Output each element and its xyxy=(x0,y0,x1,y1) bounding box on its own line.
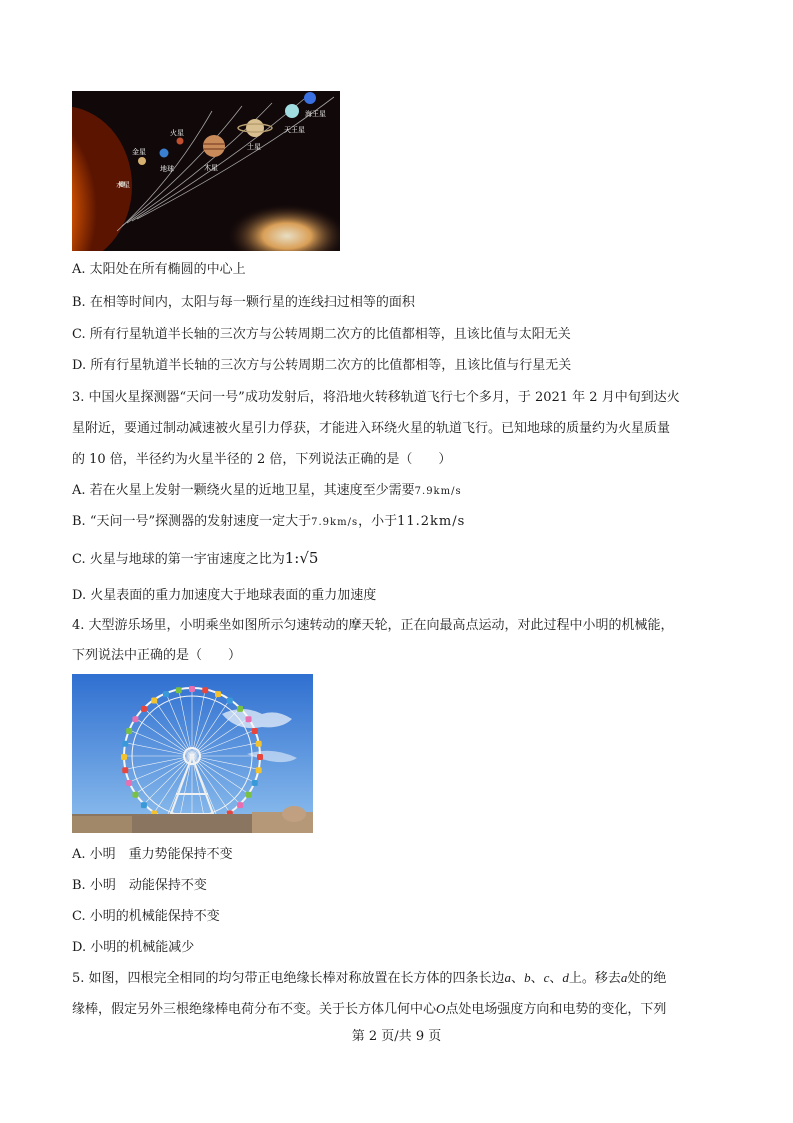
q3-stem-line-3: 的 10 倍，半径约为火星半径的 2 倍，下列说法正确的是（ ） xyxy=(72,452,452,467)
q5-edge-c: c xyxy=(543,970,550,985)
q5-line-2 xyxy=(72,1000,666,1019)
q3-stem-line-1: 3. 中国火星探测器“天问一号”成功发射后，将沿地火转移轨道飞行七个多月，于 2021 年 2 月中旬到达火 xyxy=(72,390,680,405)
q5-line-1 xyxy=(72,969,666,988)
q3-option-b-pre: B. “天问一号”探测器的发射速度一定大于 xyxy=(72,514,312,529)
wheel-cabin xyxy=(126,728,132,734)
solar-system-figure xyxy=(72,91,340,251)
ferris-wheel-figure xyxy=(72,674,313,833)
wheel-cabin xyxy=(163,691,169,697)
label-uranus: 天王星 xyxy=(284,126,305,134)
wheel-cabin xyxy=(122,767,128,773)
q3-option-b xyxy=(72,513,465,532)
wheel-cabin xyxy=(141,706,147,712)
wheel-cabin xyxy=(132,716,138,722)
q3-option-a xyxy=(72,482,462,501)
label-neptune: 海王星 xyxy=(305,110,326,118)
wheel-cabin xyxy=(176,687,182,693)
q5-sep-2: 、 xyxy=(530,971,544,986)
label-mercury: 水星 xyxy=(116,181,130,189)
q2-option-b: B. 在相等时间内，太阳与每一颗行星的连线扫过相等的面积 xyxy=(72,295,415,310)
q3-option-b-mid: ，小于 xyxy=(358,514,398,529)
wheel-cabin xyxy=(256,767,262,773)
q5-edge-a: a xyxy=(504,970,512,985)
q3-option-c xyxy=(72,549,318,569)
q5-sep-3: 、 xyxy=(549,971,563,986)
q3-option-c-ratio: 1:√5 xyxy=(284,549,319,567)
q5-line1-b: 上。移去 xyxy=(568,971,621,986)
wheel-cabin xyxy=(132,792,138,798)
ferris-wheel-image xyxy=(72,674,313,833)
q5-line2-b: 点处电场强度方向和电势的变化，下列 xyxy=(445,1002,667,1017)
wheel-cabin xyxy=(252,728,258,734)
wheel-cabin xyxy=(237,802,243,808)
wheel-cabin xyxy=(246,792,252,798)
q3-option-a-text: A. 若在火星上发射一颗绕火星的近地卫星，其速度至少需要 xyxy=(72,483,415,498)
q3-option-a-value: 7.9km/s xyxy=(414,486,462,497)
wheel-cabin xyxy=(122,741,128,747)
solar-system-image xyxy=(72,91,340,251)
q4-stem-line-1: 4. 大型游乐场里，小明乘坐如图所示匀速转动的摩天轮，正在向最高点运动，对此过程中小明的机械能， xyxy=(72,618,674,633)
q3-option-c-text: C. 火星与地球的第一宇宙速度之比为 xyxy=(72,552,285,567)
wheel-cabin xyxy=(126,780,132,786)
q5-line1-c: 处的绝 xyxy=(627,971,667,986)
q4-option-b: B. 小明 动能保持不变 xyxy=(72,878,207,893)
q4-option-a: A. 小明 重力势能保持不变 xyxy=(72,847,233,862)
wheel-cabin xyxy=(237,706,243,712)
label-mars: 火星 xyxy=(170,129,184,137)
wheel-cabin xyxy=(202,687,208,693)
wheel-cabin xyxy=(141,802,147,808)
q2-option-d: D. 所有行星轨道半长轴的三次方与公转周期二次方的比值都相等，且该比值与行星无关 xyxy=(72,358,572,373)
wheel-cabin xyxy=(257,754,263,760)
wheel-cabin xyxy=(121,754,127,760)
q5-edge-b: b xyxy=(524,970,531,985)
q4-option-c: C. 小明的机械能保持不变 xyxy=(72,909,220,924)
q5-line1-a: 5. 如图，四根完全相同的均匀带正电绝缘长棒对称放置在长方体的四条长边 xyxy=(72,971,505,986)
page-footer: 第 2 页/共 9 页 xyxy=(351,1029,442,1044)
q5-edge-d: d xyxy=(562,970,569,985)
q2-option-a: A. 太阳处在所有椭圆的中心上 xyxy=(72,262,246,277)
wheel-cabin xyxy=(252,780,258,786)
q5-sep-1: 、 xyxy=(511,971,525,986)
wheel-cabin xyxy=(215,691,221,697)
q3-option-b-value1: 7.9km/s xyxy=(311,517,359,528)
q4-option-d: D. 小明的机械能减少 xyxy=(72,940,195,955)
q5-center-o: O xyxy=(436,1001,446,1016)
q3-option-b-value2: 11.2km/s xyxy=(397,514,466,529)
label-venus: 金星 xyxy=(132,148,146,156)
label-saturn: 土星 xyxy=(247,143,261,151)
q5-edge-a-2: a xyxy=(620,970,628,985)
q3-stem-line-2: 星附近，要通过制动减速被火星引力俘获，才能进入环绕火星的轨道飞行。已知地球的质量约为火星质量 xyxy=(72,421,671,436)
wheel-cabin xyxy=(246,716,252,722)
wheel-cabin xyxy=(227,697,233,703)
q5-line2-a: 缘棒，假定另外三根绝缘棒电荷分布不变。关于长方体几何中心 xyxy=(72,1002,437,1017)
q3-option-d: D. 火星表面的重力加速度大于地球表面的重力加速度 xyxy=(72,588,377,603)
q4-stem-line-2: 下列说法中正确的是（ ） xyxy=(72,648,242,663)
wheel-cabin xyxy=(151,697,157,703)
label-jupiter: 木星 xyxy=(204,164,218,172)
wheel-cabin xyxy=(189,686,195,692)
wheel-cabin xyxy=(256,741,262,747)
label-earth: 地球 xyxy=(160,165,174,173)
q2-option-c: C. 所有行星轨道半长轴的三次方与公转周期二次方的比值都相等，且该比值与太阳无关 xyxy=(72,327,571,342)
